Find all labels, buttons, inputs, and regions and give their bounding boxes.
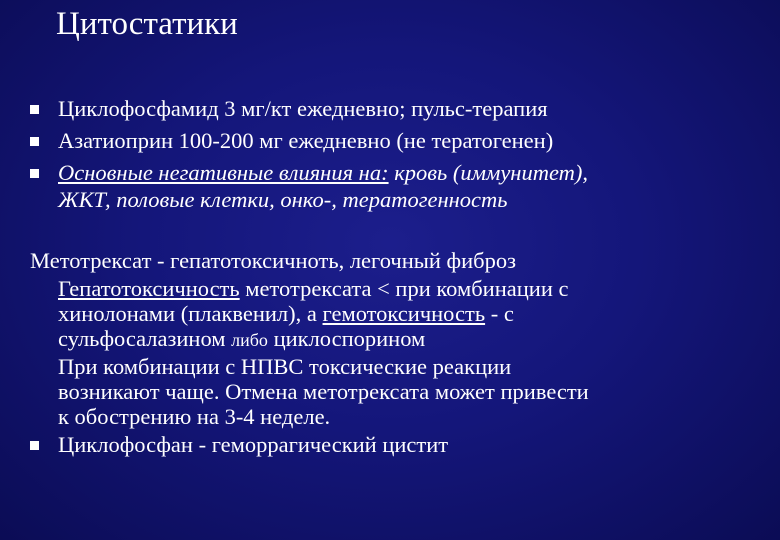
paragraph-text <box>58 326 425 353</box>
bullet-item <box>0 159 780 215</box>
paragraph-text: При комбинации с НПВС токсические реакции <box>58 354 512 379</box>
underlined-text: Гепатотоксичность <box>58 276 240 301</box>
paragraph-line <box>0 248 780 273</box>
paragraph-line <box>0 301 780 326</box>
square-bullet-icon <box>30 137 39 146</box>
paragraph-text: Циклофосфан - геморрагический цистит <box>58 432 449 457</box>
main-text-block <box>0 248 780 457</box>
bullet-text <box>58 159 588 213</box>
paragraph-text <box>58 301 514 326</box>
bullet-text: Циклофосфамид 3 мг/кт ежедневно; пульс-терапия <box>58 96 548 121</box>
paragraph-text: к обострению на 3-4 неделе. <box>58 404 331 429</box>
paragraph-line <box>0 326 780 351</box>
paragraph-line <box>0 432 780 457</box>
paragraph-line <box>0 379 780 404</box>
paragraph-text: Метотрексат - гепатотоксичноть, легочный фиброз <box>30 248 516 273</box>
slide-title: Цитостатики <box>56 6 238 42</box>
small-text: либо <box>231 330 268 350</box>
paragraph-text <box>58 276 568 301</box>
bullet-list <box>0 95 780 215</box>
paragraph-text-part: хинолонами (плаквенил), а <box>58 301 323 326</box>
underlined-text: Основные негативные влияния на: <box>58 160 389 185</box>
square-bullet-icon <box>30 169 39 178</box>
paragraph-line <box>0 354 780 379</box>
bullet-text-rest: кровь (иммунитет), <box>388 160 589 185</box>
paragraph-text-part: сульфосалазином <box>58 326 232 351</box>
paragraph-text: возникают чаще. Отмена метотрексата может привести <box>58 379 589 404</box>
square-bullet-icon <box>30 441 39 450</box>
bullet-text: Азатиоприн 100-200 мг ежедневно (не тератогенен) <box>58 128 554 153</box>
bullet-item <box>0 127 780 159</box>
underlined-text: гемотоксичность <box>322 301 486 326</box>
paragraph-line <box>0 404 780 429</box>
paragraph-text-part: - с <box>485 301 514 326</box>
paragraph-line <box>0 276 780 301</box>
paragraph-text-rest: метотрексата < при комбинации с <box>239 276 569 301</box>
bullet-item <box>0 95 780 127</box>
bullet-text-line2: ЖКТ, половые клетки, онко-, тератогенность <box>58 187 508 212</box>
square-bullet-icon <box>30 105 39 114</box>
paragraph-text-part: циклоспорином <box>267 326 426 351</box>
